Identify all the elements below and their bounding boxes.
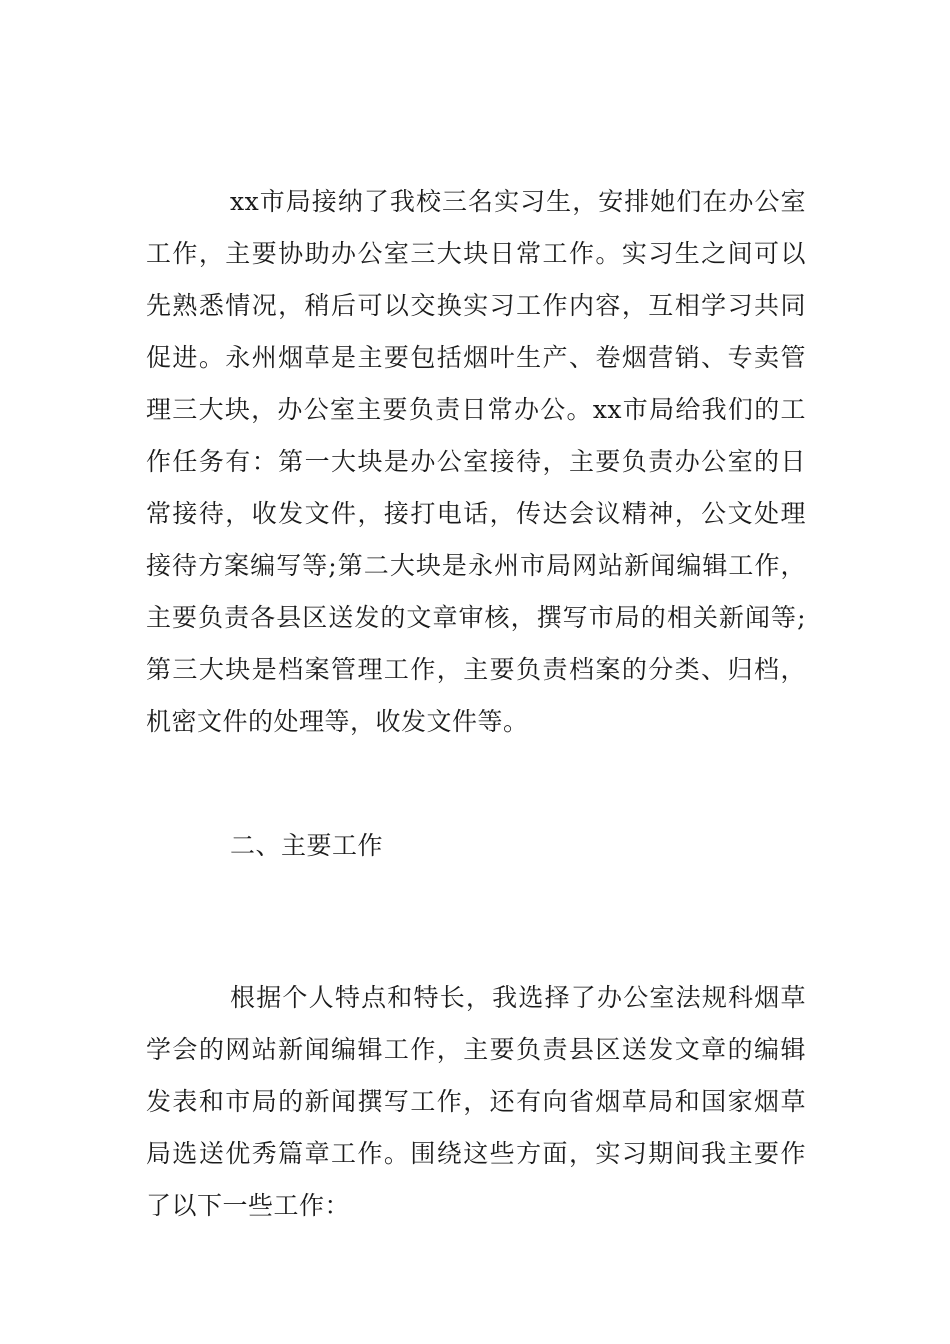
body-paragraph-2: 根据个人特点和特长，我选择了办公室法规科烟草学会的网站新闻编辑工作，主要负责县区送发文章的编辑发表和市局的新闻撰写工作，还有向省烟草局和国家烟草局选送优秀篇章工作。围绕这些方面，实习期间我主要作了以下一些工作： [146, 983, 806, 1220]
section-heading: 二、主要工作 [230, 831, 384, 860]
body-paragraph-1: xx市局接纳了我校三名实习生，安排她们在办公室工作，主要协助办公室三大块日常工作。实习生之间可以先熟悉情况，稍后可以交换实习工作内容，互相学习共同促进。永州烟草是主要包括烟叶生产、卷烟营销、专卖管理三大块，办公室主要负责日常办公。xx市局给我们的工作任务有：第一大块是办公室接待，主要负责办公室的日常接待，收发文件，接打电话，传达会议精神，公文处理接待方案编写等;第二大块是永州市局网站新闻编辑工作，主要负责各县区送发的文章审核，撰写市局的相关新闻等;第三大块是档案管理工作，主要负责档案的分类、归档，机密文件的处理等，收发文件等。 [146, 187, 806, 736]
